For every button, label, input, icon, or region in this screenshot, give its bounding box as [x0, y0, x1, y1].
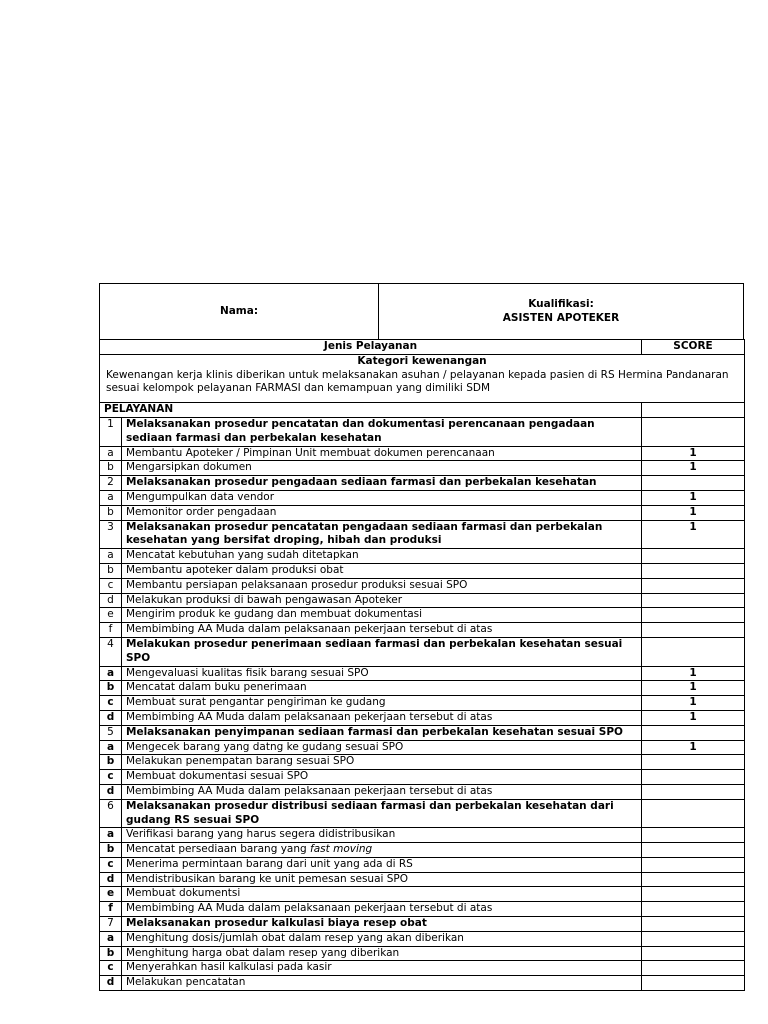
item-letter: c	[100, 961, 122, 976]
item-row	[100, 931, 745, 946]
item-letter: d	[100, 710, 122, 725]
item-letter: c	[100, 578, 122, 593]
section-number: 5	[100, 725, 122, 740]
item-row	[100, 872, 745, 887]
item-text	[122, 887, 642, 902]
item-text	[122, 578, 642, 593]
item-text	[122, 843, 642, 858]
item-text	[122, 961, 642, 976]
item-text	[122, 976, 642, 991]
jenis-pelayanan-header: Jenis Pelayanan	[100, 340, 642, 355]
item-text-value: Mendistribusikan barang ke unit pemesan sesuai SPO	[126, 872, 409, 885]
item-row	[100, 593, 745, 608]
item-row	[100, 902, 745, 917]
item-text	[122, 446, 642, 461]
item-text-value: Menghitung dosis/jumlah obat dalam resep yang akan diberikan	[126, 931, 464, 944]
item-text	[122, 931, 642, 946]
item-row	[100, 608, 745, 623]
item-text	[122, 505, 642, 520]
item-text-value: Membantu persiapan pelaksanaan prosedur produksi sesuai SPO	[126, 578, 468, 591]
item-row	[100, 946, 745, 961]
item-text	[122, 490, 642, 505]
item-score	[642, 755, 745, 770]
item-letter: b	[100, 755, 122, 770]
item-text-value: Mencatat persediaan barang yang	[126, 843, 311, 856]
competency-table	[99, 339, 745, 991]
item-letter: b	[100, 681, 122, 696]
item-letter: c	[100, 770, 122, 785]
section-row	[100, 417, 745, 446]
item-text-value: Membimbing AA Muda dalam pelaksanaan pekerjaan tersebut di atas	[126, 623, 493, 636]
section-title: Melaksanakan prosedur distribusi sediaan farmasi dan perbekalan kesehatan dari gudang RS sesuai SPO	[122, 799, 642, 828]
item-score: 1	[642, 740, 745, 755]
section-score	[642, 917, 745, 932]
section-score	[642, 476, 745, 491]
item-row	[100, 681, 745, 696]
item-score: 1	[642, 505, 745, 520]
item-letter: e	[100, 608, 122, 623]
item-score: 1	[642, 490, 745, 505]
item-letter: b	[100, 946, 122, 961]
item-score: 1	[642, 696, 745, 711]
header-table	[99, 283, 744, 340]
item-text	[122, 696, 642, 711]
item-row	[100, 961, 745, 976]
kategori-cell	[100, 354, 745, 402]
item-text	[122, 563, 642, 578]
item-text-value: Mengecek barang yang datng ke gudang sesuai SPO	[126, 740, 404, 753]
item-text-value: Membimbing AA Muda dalam pelaksanaan pekerjaan tersebut di atas	[126, 784, 493, 797]
item-text	[122, 946, 642, 961]
item-text	[122, 608, 642, 623]
item-letter: d	[100, 872, 122, 887]
section-score: 1	[642, 520, 745, 549]
item-text-value: Mengarsipkan dokumen	[126, 461, 252, 474]
item-text-value: Menerima permintaan barang dari unit yang ada di RS	[126, 857, 413, 870]
item-score	[642, 770, 745, 785]
item-text-value: Membimbing AA Muda dalam pelaksanaan pekerjaan tersebut di atas	[126, 710, 493, 723]
item-letter: c	[100, 857, 122, 872]
item-text	[122, 872, 642, 887]
nama-cell	[100, 284, 379, 340]
item-text	[122, 681, 642, 696]
section-score	[642, 637, 745, 666]
section-number: 6	[100, 799, 122, 828]
item-text	[122, 857, 642, 872]
score-header: SCORE	[642, 340, 745, 355]
item-score: 1	[642, 666, 745, 681]
item-letter: b	[100, 461, 122, 476]
item-text-value: Melakukan penempatan barang sesuai SPO	[126, 755, 355, 768]
item-score: 1	[642, 681, 745, 696]
item-text-italic: fast moving	[310, 843, 373, 856]
item-text-value: Mengumpulkan data vendor	[126, 490, 275, 503]
item-text-value: Mengirim produk ke gudang dan membuat dokumentasi	[126, 608, 423, 621]
item-text-value: Menghitung harga obat dalam resep yang diberikan	[126, 946, 400, 959]
item-text	[122, 828, 642, 843]
section-title: Melakukan prosedur penerimaan sediaan farmasi dan perbekalan kesehatan sesuai SPO	[122, 637, 642, 666]
section-row	[100, 799, 745, 828]
item-score	[642, 828, 745, 843]
item-text	[122, 710, 642, 725]
item-letter: a	[100, 666, 122, 681]
item-text-value: Membuat dokumentsi	[126, 887, 241, 900]
item-score	[642, 843, 745, 858]
item-score	[642, 608, 745, 623]
item-letter: d	[100, 976, 122, 991]
item-text	[122, 461, 642, 476]
item-letter: a	[100, 740, 122, 755]
item-text	[122, 755, 642, 770]
item-text	[122, 549, 642, 564]
item-row	[100, 857, 745, 872]
item-score	[642, 887, 745, 902]
item-text	[122, 666, 642, 681]
section-number: 2	[100, 476, 122, 491]
item-letter: d	[100, 784, 122, 799]
item-row	[100, 490, 745, 505]
section-score	[642, 417, 745, 446]
section-title: Melaksanakan prosedur pencatatan pengadaan sediaan farmasi dan perbekalan kesehatan yang bersifat droping, hibah dan produksi	[122, 520, 642, 549]
item-score	[642, 549, 745, 564]
kualifikasi-value: ASISTEN APOTEKER	[502, 311, 620, 324]
item-row	[100, 828, 745, 843]
item-text-value: Mencatat kebutuhan yang sudah ditetapkan	[126, 549, 359, 562]
item-row	[100, 887, 745, 902]
item-text-value: Membuat dokumentasi sesuai SPO	[126, 770, 309, 783]
kualifikasi-cell	[379, 284, 744, 340]
item-score: 1	[642, 461, 745, 476]
item-letter: b	[100, 505, 122, 520]
item-row	[100, 505, 745, 520]
item-text-value: Membantu Apoteker / Pimpinan Unit membuat dokumen perencanaan	[126, 446, 495, 459]
item-score	[642, 946, 745, 961]
item-letter: a	[100, 549, 122, 564]
item-row	[100, 666, 745, 681]
item-text-value: Memonitor order pengadaan	[126, 505, 277, 518]
item-score	[642, 784, 745, 799]
section-title: Melaksanakan prosedur pengadaan sediaan farmasi dan perbekalan kesehatan	[122, 476, 642, 491]
item-row	[100, 770, 745, 785]
section-number: 1	[100, 417, 122, 446]
section-row	[100, 637, 745, 666]
kategori-text-1: Kewenangan kerja klinis diberikan untuk melaksanakan asuhan / pelayanan kepada pasien di RS Hermina Pandanaran	[106, 368, 729, 381]
item-row	[100, 563, 745, 578]
kategori-title: Kategori kewenangan	[357, 354, 487, 367]
item-text-value: Melakukan produksi di bawah pengawasan Apoteker	[126, 593, 403, 606]
item-letter: f	[100, 623, 122, 638]
item-letter: b	[100, 843, 122, 858]
item-letter: e	[100, 887, 122, 902]
item-text-value: Mencatat dalam buku penerimaan	[126, 681, 307, 694]
item-letter: a	[100, 828, 122, 843]
item-text	[122, 784, 642, 799]
item-row	[100, 784, 745, 799]
item-text-value: Membuat surat pengantar pengiriman ke gudang	[126, 696, 386, 709]
kategori-text-2: sesuai kelompok pelayanan FARMASI dan kemampuan yang dimiliki SDM	[106, 382, 490, 395]
item-score	[642, 931, 745, 946]
item-text	[122, 770, 642, 785]
item-score	[642, 578, 745, 593]
item-score: 1	[642, 710, 745, 725]
item-row	[100, 578, 745, 593]
section-number: 4	[100, 637, 122, 666]
pelayanan-score	[642, 403, 745, 418]
item-text-value: Verifikasi barang yang harus segera didistribusikan	[126, 828, 396, 841]
item-score	[642, 872, 745, 887]
item-score	[642, 623, 745, 638]
item-text-value: Mengevaluasi kualitas fisik barang sesuai SPO	[126, 666, 369, 679]
item-row	[100, 549, 745, 564]
section-number: 3	[100, 520, 122, 549]
section-row	[100, 476, 745, 491]
item-text-value: Membantu apoteker dalam produksi obat	[126, 563, 344, 576]
item-row	[100, 740, 745, 755]
item-row	[100, 623, 745, 638]
item-text-value: Melakukan pencatatan	[126, 976, 246, 989]
section-title: Melaksanakan penyimpanan sediaan farmasi dan perbekalan kesehatan sesuai SPO	[122, 725, 642, 740]
item-score	[642, 976, 745, 991]
item-letter: d	[100, 593, 122, 608]
item-letter: a	[100, 446, 122, 461]
pelayanan-label: PELAYANAN	[100, 403, 642, 418]
nama-label: Nama:	[219, 304, 259, 317]
item-letter: a	[100, 931, 122, 946]
item-row	[100, 755, 745, 770]
item-row	[100, 843, 745, 858]
section-row	[100, 917, 745, 932]
item-score	[642, 902, 745, 917]
section-title: Melaksanakan prosedur pencatatan dan dokumentasi perencanaan pengadaan sediaan farmasi dan perbekalan kesehatan	[122, 417, 642, 446]
section-title: Melaksanakan prosedur kalkulasi biaya resep obat	[122, 917, 642, 932]
section-row	[100, 520, 745, 549]
section-score	[642, 725, 745, 740]
item-letter: a	[100, 490, 122, 505]
item-row	[100, 446, 745, 461]
item-letter: c	[100, 696, 122, 711]
item-text	[122, 623, 642, 638]
item-score	[642, 593, 745, 608]
item-row	[100, 461, 745, 476]
section-number: 7	[100, 917, 122, 932]
section-score	[642, 799, 745, 828]
item-text-value: Menyerahkan hasil kalkulasi pada kasir	[126, 961, 332, 974]
item-row	[100, 710, 745, 725]
item-score	[642, 563, 745, 578]
item-letter: b	[100, 563, 122, 578]
kualifikasi-label: Kualifikasi:	[528, 297, 594, 310]
item-letter: f	[100, 902, 122, 917]
item-score: 1	[642, 446, 745, 461]
item-row	[100, 976, 745, 991]
section-row	[100, 725, 745, 740]
item-score	[642, 961, 745, 976]
item-row	[100, 696, 745, 711]
item-text-value: Membimbing AA Muda dalam pelaksanaan pekerjaan tersebut di atas	[126, 902, 493, 915]
item-text	[122, 740, 642, 755]
item-text	[122, 593, 642, 608]
item-text	[122, 902, 642, 917]
competency-form	[99, 283, 744, 991]
item-score	[642, 857, 745, 872]
